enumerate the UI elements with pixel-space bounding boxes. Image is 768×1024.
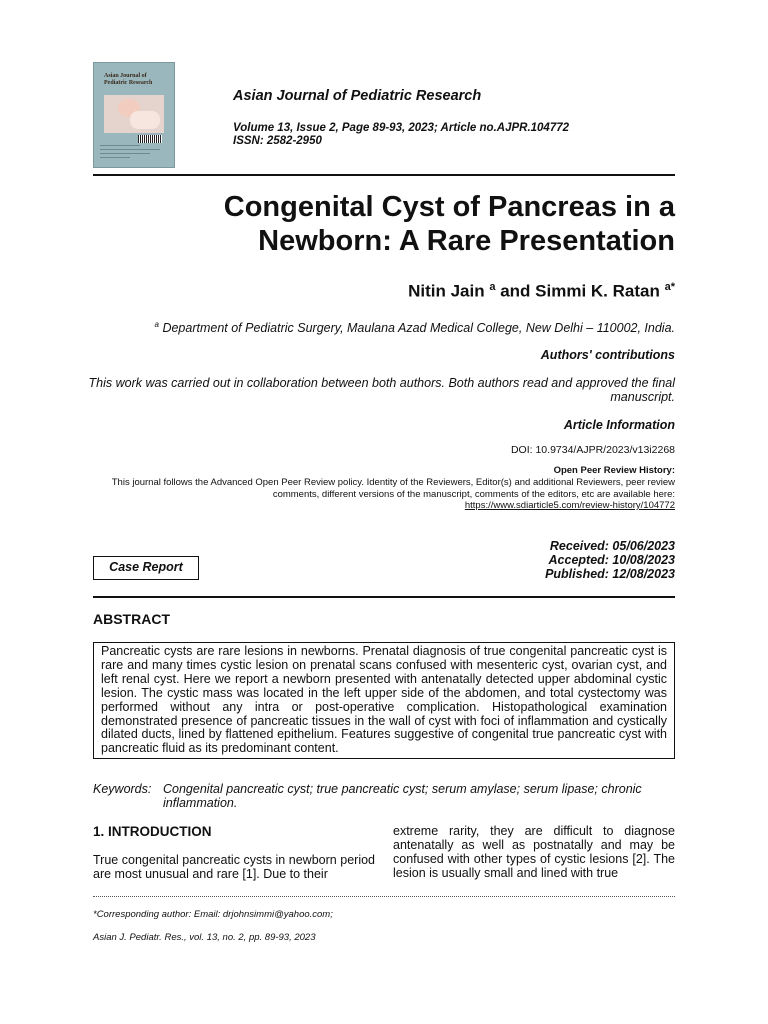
author-2: Simmi K. Ratan xyxy=(535,281,660,301)
cover-baby-photo xyxy=(104,95,164,133)
article-dates xyxy=(545,539,675,581)
cover-title xyxy=(104,73,164,87)
cover-baby-body xyxy=(130,111,160,129)
cover-text-line xyxy=(100,149,160,150)
peer-review-description: This journal follows the Advanced Open Peer Review policy. Identity of the Reviewers, Editor(s) and additional Reviewers, peer review comments, different versions of the manuscript, comments of the editors, etc are available here: xyxy=(111,477,675,500)
volume-info: Volume 13, Issue 2, Page 89-93, 2023; Article no.AJPR.104772 xyxy=(233,122,570,134)
peer-review-text xyxy=(75,477,675,512)
footnote-divider xyxy=(93,896,675,897)
published-date: Published: 12/08/2023 xyxy=(545,567,675,581)
title-line-1: Congenital Cyst of Pancreas in a xyxy=(223,191,675,223)
contributions-heading: Authors' contributions xyxy=(540,348,675,362)
cover-text-line xyxy=(100,157,130,158)
journal-name: Asian Journal of Pediatric Research xyxy=(233,88,482,104)
introduction-heading: 1. INTRODUCTION xyxy=(93,824,212,839)
cover-text-line xyxy=(100,145,140,146)
introduction-left-column: True congenital pancreatic cysts in newborn period are most unusual and rare [1]. Due to their xyxy=(93,853,375,881)
keywords-text: Congenital pancreatic cyst; true pancreatic cyst; serum amylase; serum lipase; chronic inflammation. xyxy=(163,782,642,810)
author-list xyxy=(408,281,675,302)
cover-text-line xyxy=(100,153,150,154)
abstract-heading: ABSTRACT xyxy=(93,611,170,627)
cover-title-line2: Pediatric Research xyxy=(104,80,153,86)
abstract-divider xyxy=(93,596,675,598)
abstract-box: Pancreatic cysts are rare lesions in newborns. Prenatal diagnosis of true congenital pancreatic cyst is rare and many times cystic lesion on prenatal scans confused with mesenteric cyst, ovarian cyst, and left renal cyst. Here we report a newborn presented with antenatally detected upper abdominal cystic lesion. The cystic mass was located in the left upper side of the abdomen, and total cystectomy was performed without any intra or post-operative complication. Histopathological examination demonstrated presence of pancreatic tissues in the wall of cyst with foci of inflammation and cystically dilated ducts, lined by flattened epithelium. Features suggestive of congenital true pancreatic cyst with pancreatic fluid as its predominant content. xyxy=(93,642,675,759)
doi: DOI: 10.9734/AJPR/2023/v13i2268 xyxy=(510,444,675,456)
author-conjunction: and xyxy=(495,281,536,301)
cover-barcode xyxy=(138,135,162,143)
cover-title-line1: Asian Journal of xyxy=(104,73,147,79)
article-type-badge: Case Report xyxy=(93,556,199,580)
journal-cover-image xyxy=(93,62,175,168)
corresponding-author: *Corresponding author: Email: drjohnsimmi@yahoo.com; xyxy=(93,909,333,920)
affiliation-text: Department of Pediatric Surgery, Maulana Azad Medical College, New Delhi – 110002, India. xyxy=(162,321,675,336)
article-info-heading: Article Information xyxy=(563,418,675,432)
peer-review-link[interactable]: https://www.sdiarticle5.com/review-history/104772 xyxy=(464,500,675,511)
accepted-date: Accepted: 10/08/2023 xyxy=(548,553,675,567)
keywords-label: Keywords: xyxy=(93,782,152,796)
author-2-affil-mark: a* xyxy=(664,281,675,293)
contributions-text: This work was carried out in collaboration between both authors. Both authors read and approved the final manuscript. xyxy=(88,376,675,404)
article-title xyxy=(115,190,675,258)
peer-review-heading: Open Peer Review History: xyxy=(553,465,675,476)
issn: ISSN: 2582-2950 xyxy=(233,135,322,147)
affiliation xyxy=(155,320,675,335)
title-line-2: Newborn: A Rare Presentation xyxy=(258,225,675,257)
author-1-affil-mark: a xyxy=(489,281,496,293)
header-divider xyxy=(93,174,675,176)
author-1: Nitin Jain xyxy=(408,281,485,301)
affiliation-mark: a xyxy=(154,320,159,329)
citation-footer: Asian J. Pediatr. Res., vol. 13, no. 2, pp. 89-93, 2023 xyxy=(93,932,316,943)
received-date: Received: 05/06/2023 xyxy=(549,539,675,553)
introduction-right-column: extreme rarity, they are difficult to diagnose antenatally as well as postnatally and may be confused with other types of cystic lesions [2]. The lesion is usually small and lined with true xyxy=(393,824,675,880)
